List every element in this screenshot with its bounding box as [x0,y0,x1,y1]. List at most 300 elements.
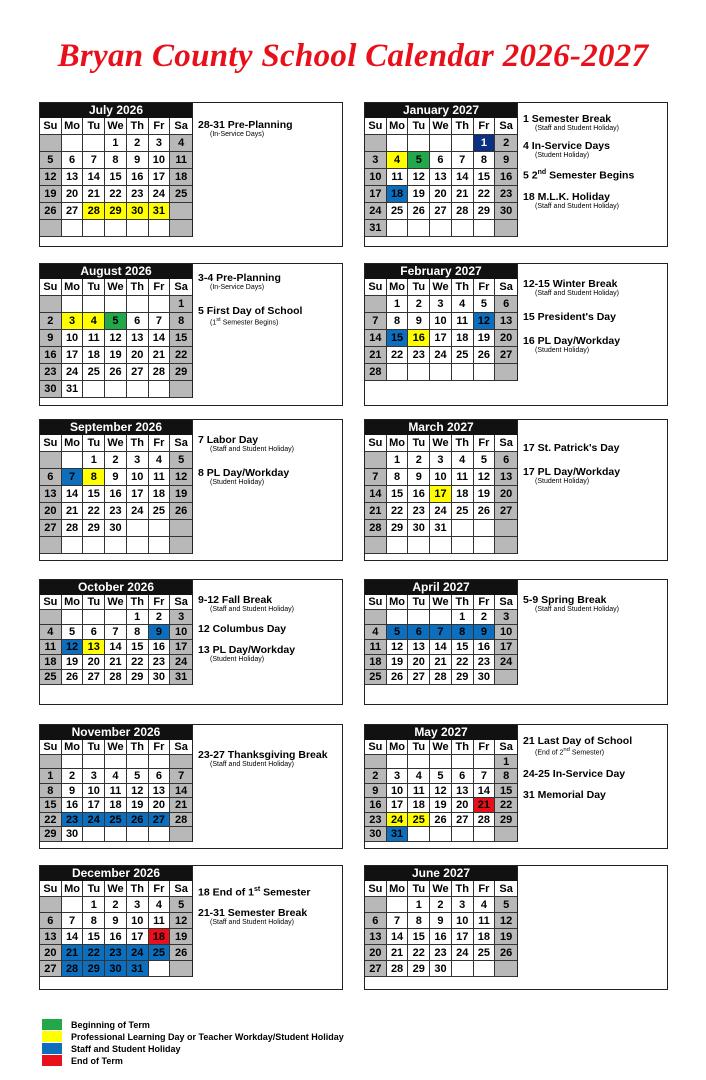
day-cell: 15 [452,640,474,655]
day-cell: 25 [105,813,127,828]
empty-cell [495,537,517,554]
empty-cell [170,381,192,398]
weekday-header: We [105,435,127,452]
empty-cell [105,220,127,237]
day-cell: 31 [170,670,192,685]
empty-cell [452,961,474,977]
day-cell: 27 [430,203,452,220]
legend-swatch [42,1031,62,1042]
empty-cell [40,135,62,152]
empty-cell [365,610,387,625]
event-title: 21 Last Day of School [523,735,633,747]
day-cell: 24 [170,655,192,670]
empty-cell [149,520,171,537]
event-note: (Student Holiday) [535,478,590,485]
weekday-header: Fr [474,595,496,610]
weekday-header: Su [365,740,387,755]
day-cell: 18 [387,186,409,203]
weekday-header: We [105,595,127,610]
day-cell: 27 [83,670,105,685]
weekday-header: Su [365,279,387,296]
month-calendar [40,103,193,237]
day-cell: 29 [452,670,474,685]
day-cell: 22 [170,347,192,364]
day-cell: 27 [365,961,387,977]
month-block-march-2027 [364,419,668,561]
day-cell: 24 [430,503,452,520]
empty-cell [170,961,192,977]
day-cell: 14 [62,929,84,945]
weekday-header: We [430,118,452,135]
day-cell: 4 [149,452,171,469]
day-cell: 1 [387,296,409,313]
weekday-header: Fr [149,118,171,135]
weekday-header: Mo [62,279,84,296]
day-cell: 8 [495,769,517,784]
event-title: 7 Labor Day [198,434,259,446]
day-cell: 20 [365,945,387,961]
empty-cell [408,364,430,381]
empty-cell [452,520,474,537]
empty-cell [387,755,409,770]
event-item [523,169,663,182]
day-cell: 17 [83,798,105,813]
weekday-header: Tu [83,279,105,296]
empty-cell [127,296,149,313]
empty-cell [430,220,452,237]
empty-cell [83,537,105,554]
day-cell: 2 [40,313,62,330]
day-cell: 6 [40,913,62,929]
day-cell: 24 [149,186,171,203]
empty-cell [474,520,496,537]
empty-cell [127,220,149,237]
day-cell: 30 [365,827,387,842]
day-cell: 20 [40,945,62,961]
event-item [523,789,663,801]
day-cell: 7 [430,625,452,640]
month-calendar [365,103,518,237]
day-cell: 4 [40,625,62,640]
day-cell: 26 [474,347,496,364]
day-cell: 31 [430,520,452,537]
day-cell: 13 [365,929,387,945]
day-cell: 16 [365,798,387,813]
day-cell: 4 [149,897,171,913]
event-item [198,886,338,899]
day-cell: 1 [387,452,409,469]
day-cell: 5 [105,313,127,330]
day-cell: 27 [40,520,62,537]
empty-cell [430,135,452,152]
month-block-september-2026 [39,419,343,561]
weekday-header: Th [452,881,474,897]
empty-cell [40,452,62,469]
weekday-header: Su [40,435,62,452]
day-cell: 18 [452,486,474,503]
event-title: 17 St. Patrick's Day [523,442,620,454]
day-cell: 6 [127,313,149,330]
day-cell: 9 [62,784,84,799]
day-cell: 10 [430,469,452,486]
day-cell: 30 [474,670,496,685]
day-cell: 30 [62,827,84,842]
day-cell: 4 [387,152,409,169]
empty-cell [495,827,517,842]
empty-cell [83,610,105,625]
weekday-header: Fr [474,435,496,452]
month-name: December 2026 [40,866,192,881]
event-title: 18 M.L.K. Holiday [523,191,610,203]
day-cell: 8 [387,313,409,330]
day-cell: 27 [495,503,517,520]
day-cell: 12 [40,169,62,186]
day-cell: 5 [474,296,496,313]
day-cell: 15 [387,330,409,347]
day-cell: 31 [127,961,149,977]
day-cell: 15 [83,929,105,945]
weekday-header: Mo [387,595,409,610]
weekday-header: Tu [83,435,105,452]
day-cell: 12 [430,784,452,799]
day-grid [365,435,517,554]
weekday-header: Th [127,881,149,897]
weekday-header: Su [365,881,387,897]
day-cell: 14 [387,929,409,945]
empty-cell [430,610,452,625]
day-cell: 24 [127,945,149,961]
day-cell: 6 [495,296,517,313]
day-cell: 2 [495,135,517,152]
weekday-header: Mo [387,279,409,296]
day-cell: 1 [408,897,430,913]
weekday-header: We [430,595,452,610]
day-cell: 16 [495,169,517,186]
month-block-november-2026 [39,724,343,849]
day-cell: 2 [105,897,127,913]
empty-cell [365,452,387,469]
day-cell: 10 [452,913,474,929]
day-cell: 25 [452,503,474,520]
day-cell: 21 [474,798,496,813]
empty-cell [149,220,171,237]
weekday-header: Th [127,740,149,755]
event-title: 12-15 Winter Break [523,278,618,290]
weekday-header: Tu [83,740,105,755]
day-cell: 20 [127,347,149,364]
day-cell: 1 [105,135,127,152]
weekday-header: Mo [62,595,84,610]
weekday-header: Sa [170,881,192,897]
event-item [523,466,663,485]
weekday-header: Mo [387,740,409,755]
day-cell: 26 [62,670,84,685]
empty-cell [83,220,105,237]
day-cell: 29 [474,203,496,220]
day-cell: 5 [170,897,192,913]
month-block-august-2026 [39,263,343,406]
day-cell: 30 [149,670,171,685]
weekday-header: We [105,740,127,755]
empty-cell [452,755,474,770]
day-cell: 21 [170,798,192,813]
day-cell: 29 [105,203,127,220]
day-cell: 21 [149,347,171,364]
day-cell: 19 [387,655,409,670]
empty-cell [365,755,387,770]
day-cell: 28 [430,670,452,685]
empty-cell [149,296,171,313]
empty-cell [40,537,62,554]
day-cell: 22 [495,798,517,813]
event-title: 3-4 Pre-Planning [198,272,281,284]
day-cell: 6 [40,469,62,486]
day-cell: 13 [495,313,517,330]
empty-cell [452,220,474,237]
day-cell: 20 [40,503,62,520]
empty-cell [474,364,496,381]
day-cell: 16 [105,929,127,945]
day-cell: 10 [127,469,149,486]
legend-label: End of Term [71,1056,123,1066]
day-cell: 19 [474,330,496,347]
event-note: (1st Semester Begins) [210,317,279,327]
weekday-header: Sa [495,279,517,296]
empty-cell [365,296,387,313]
day-cell: 29 [127,670,149,685]
day-cell: 9 [127,152,149,169]
legend-swatch [42,1055,62,1066]
day-cell: 19 [408,186,430,203]
day-cell: 25 [408,813,430,828]
day-cell: 15 [474,169,496,186]
day-cell: 29 [495,813,517,828]
day-cell: 18 [83,347,105,364]
day-cell: 15 [387,486,409,503]
day-cell: 21 [452,186,474,203]
empty-cell [62,220,84,237]
day-cell: 4 [452,296,474,313]
event-note: (Staff and Student Holiday) [210,446,294,453]
empty-cell [149,381,171,398]
day-cell: 17 [452,929,474,945]
day-cell: 5 [127,769,149,784]
month-calendar [40,725,193,842]
event-note: (Staff and Student Holiday) [535,203,619,210]
month-calendar [40,264,193,398]
day-cell: 3 [387,769,409,784]
empty-cell [387,537,409,554]
day-cell: 18 [149,929,171,945]
day-cell: 16 [40,347,62,364]
day-grid [365,595,517,685]
day-cell: 3 [452,897,474,913]
day-grid [365,740,517,842]
weekday-header: Mo [387,118,409,135]
day-cell: 8 [408,913,430,929]
event-title: 12 Columbus Day [198,623,287,635]
weekday-header: Sa [495,740,517,755]
day-cell: 20 [495,330,517,347]
event-title: 5 2nd Semester Begins [523,169,635,182]
day-cell: 27 [495,347,517,364]
weekday-header: We [430,881,452,897]
day-cell: 20 [495,486,517,503]
day-cell: 29 [40,827,62,842]
weekday-header: Tu [408,279,430,296]
day-cell: 20 [83,655,105,670]
day-cell: 25 [474,945,496,961]
month-block-february-2027 [364,263,668,406]
empty-cell [430,755,452,770]
day-cell: 16 [408,330,430,347]
day-cell: 23 [149,655,171,670]
day-cell: 12 [170,913,192,929]
event-title: 9-12 Fall Break [198,594,273,606]
day-cell: 23 [40,364,62,381]
day-cell: 30 [127,203,149,220]
day-cell: 28 [83,203,105,220]
day-cell: 28 [365,520,387,537]
empty-cell [62,135,84,152]
month-name: July 2026 [40,103,192,118]
day-cell: 4 [83,313,105,330]
day-cell: 10 [62,330,84,347]
event-note: (Staff and Student Holiday) [210,761,294,768]
day-cell: 18 [170,169,192,186]
day-cell: 18 [149,486,171,503]
day-cell: 11 [365,640,387,655]
day-cell: 23 [365,813,387,828]
day-cell: 31 [387,827,409,842]
day-cell: 26 [430,813,452,828]
day-cell: 15 [40,798,62,813]
day-cell: 29 [83,961,105,977]
day-grid [40,435,192,554]
day-cell: 8 [105,152,127,169]
weekday-header: Sa [170,740,192,755]
day-cell: 14 [105,640,127,655]
day-cell: 28 [387,961,409,977]
day-cell: 6 [495,452,517,469]
month-name: November 2026 [40,725,192,740]
month-block-april-2027 [364,579,668,705]
empty-cell [105,827,127,842]
month-calendar [365,264,518,381]
day-cell: 25 [149,945,171,961]
day-cell: 25 [83,364,105,381]
day-cell: 29 [83,520,105,537]
day-cell: 19 [170,929,192,945]
day-cell: 27 [127,364,149,381]
month-block-july-2026 [39,102,343,247]
weekday-header: Fr [149,595,171,610]
weekday-header: Fr [149,435,171,452]
day-cell: 2 [365,769,387,784]
day-cell: 23 [408,503,430,520]
empty-cell [149,827,171,842]
day-cell: 12 [62,640,84,655]
day-cell: 1 [40,769,62,784]
day-cell: 4 [170,135,192,152]
day-cell: 2 [105,452,127,469]
empty-cell [105,755,127,770]
day-cell: 23 [430,945,452,961]
empty-cell [495,220,517,237]
empty-cell [387,220,409,237]
empty-cell [452,827,474,842]
event-title: 23-27 Thanksgiving Break [198,749,328,761]
day-cell: 19 [40,186,62,203]
event-title: 21-31 Semester Break [198,907,308,919]
empty-cell [149,755,171,770]
weekday-header: Sa [495,881,517,897]
day-cell: 6 [452,769,474,784]
empty-cell [62,452,84,469]
empty-cell [149,961,171,977]
day-cell: 14 [452,169,474,186]
day-cell: 11 [408,784,430,799]
weekday-header: Th [452,279,474,296]
day-cell: 13 [495,469,517,486]
empty-cell [495,364,517,381]
weekday-header: Su [40,595,62,610]
day-cell: 8 [452,625,474,640]
day-cell: 13 [452,784,474,799]
empty-cell [62,296,84,313]
empty-cell [40,755,62,770]
day-cell: 12 [408,169,430,186]
weekday-header: Sa [170,435,192,452]
event-title: 17 PL Day/Workday [523,466,621,478]
day-cell: 11 [149,469,171,486]
day-cell: 2 [62,769,84,784]
event-note: (Student Holiday) [535,347,590,354]
weekday-header: Th [452,740,474,755]
weekday-header: Tu [408,435,430,452]
weekday-header: Mo [62,881,84,897]
weekday-header: Tu [83,595,105,610]
day-cell: 17 [430,486,452,503]
day-cell: 6 [408,625,430,640]
month-name: May 2027 [365,725,517,740]
day-cell: 15 [127,640,149,655]
empty-cell [474,537,496,554]
empty-cell [474,961,496,977]
weekday-header: Su [40,279,62,296]
weekday-header: Su [40,118,62,135]
empty-cell [387,610,409,625]
legend-label: Staff and Student Holiday [71,1044,181,1054]
day-cell: 26 [40,203,62,220]
empty-cell [495,961,517,977]
day-grid [365,881,517,977]
day-cell: 3 [365,152,387,169]
day-cell: 11 [474,913,496,929]
day-cell: 10 [430,313,452,330]
day-cell: 13 [83,640,105,655]
day-cell: 8 [40,784,62,799]
empty-cell [408,537,430,554]
day-cell: 29 [170,364,192,381]
empty-cell [387,897,409,913]
day-cell: 24 [387,813,409,828]
day-cell: 6 [83,625,105,640]
day-cell: 8 [83,913,105,929]
month-calendar [40,866,193,977]
day-cell: 18 [452,330,474,347]
weekday-header: Sa [170,279,192,296]
